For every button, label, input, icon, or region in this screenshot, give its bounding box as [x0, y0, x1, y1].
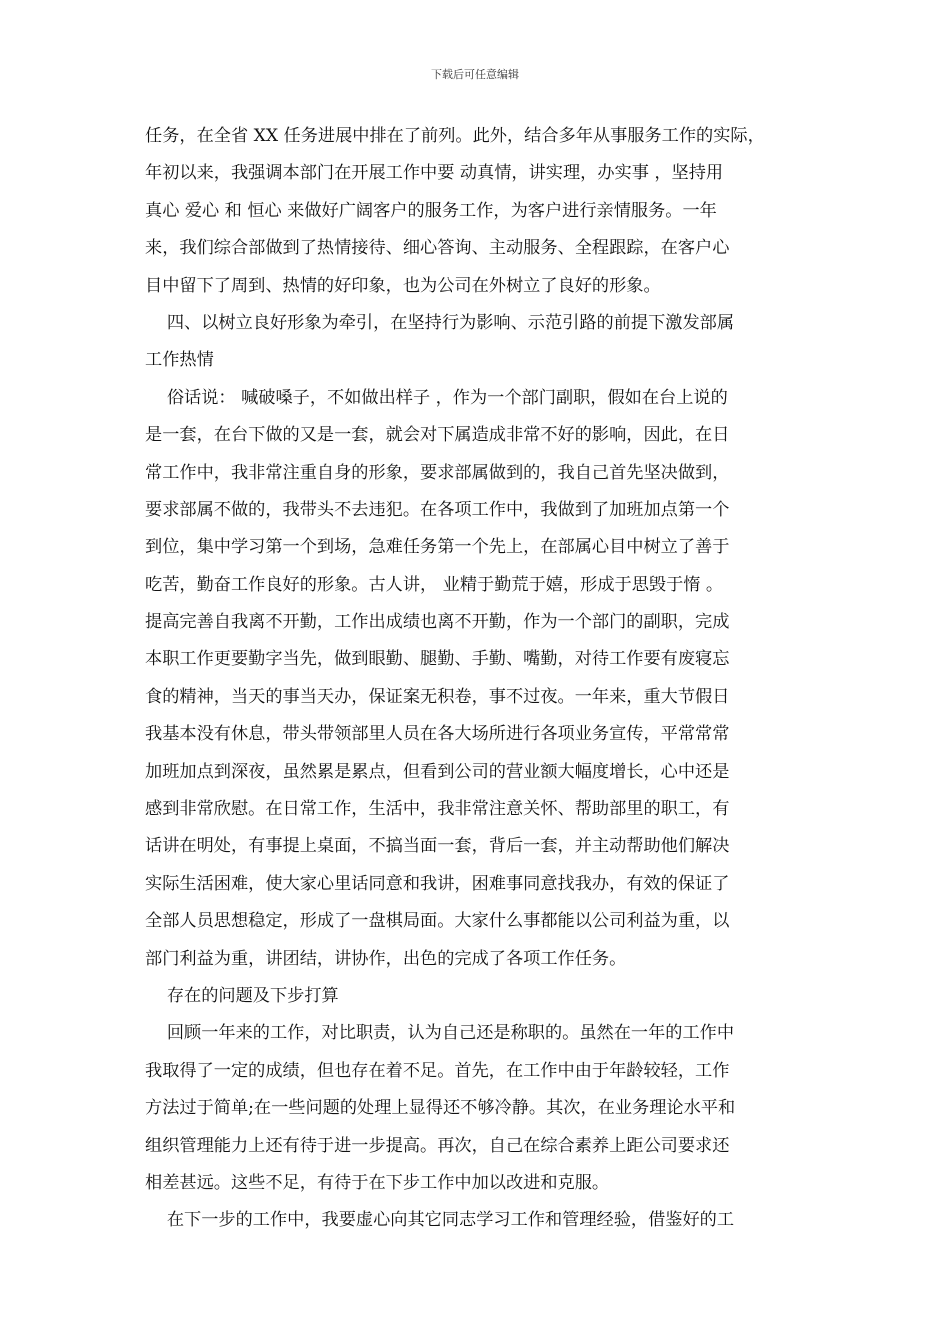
text-line: 本职工作更要勤字当先，做到眼勤、腿勤、手勤、嘴勤，对待工作要有废寝忘 [145, 649, 730, 670]
text-line: 我取得了一定的成绩，但也存在着不足。首先，在工作中由于年龄较轻，工作 [145, 1060, 730, 1081]
text-line: 在下一步的工作中，我要虚心向其它同志学习工作和管理经验，借鉴好的工 [145, 1210, 735, 1231]
page-header: 下载后可任意编辑 [431, 68, 519, 81]
text-line: 吃苦，勤奋工作良好的形象。古人讲， 业精于勤荒于嬉，形成于思毁于惰 。 [145, 574, 724, 595]
text-line: 部门利益为重，讲团结，讲协作，出色的完成了各项工作任务。 [145, 948, 627, 969]
document-body [145, 118, 813, 1240]
text-line: 年初以来，我强调本部门在开展工作中要 动真情，讲实理，办实事 ，坚持用 [145, 163, 724, 184]
text-line: 加班加点到深夜，虽然累是累点，但看到公司的营业额大幅度增长，心中还是 [145, 761, 730, 782]
text-line: 要求部属不做的，我带头不去违犯。在各项工作中，我做到了加班加点第一个 [145, 499, 730, 520]
text-line: 我基本没有休息，带头带领部里人员在各大场所进行各项业务宣传，平常常常 [145, 724, 730, 745]
text-line: 真心 爱心 和 恒心 来做好广阔客户的服务工作，为客户进行亲情服务。一年 [145, 200, 717, 221]
text-line: 话讲在明处，有事提上桌面，不搞当面一套，背后一套，并主动帮助他们解决 [145, 836, 730, 857]
text-line: 来，我们综合部做到了热情接待、细心答询、主动服务、全程跟踪，在客户心 [145, 238, 730, 259]
text-line: 到位，集中学习第一个到场，急难任务第一个先上，在部属心目中树立了善于 [145, 537, 730, 558]
text-line: 目中留下了周到、热情的好印象，也为公司在外树立了良好的形象。 [145, 275, 661, 296]
text-line: 任务，在全省 XX 任务进展中排在了前列。此外，结合多年从事服务工作的实际， [145, 126, 765, 146]
text-line: 相差甚远。这些不足，有待于在下步工作中加以改进和克服。 [145, 1172, 610, 1193]
text-line: 方法过于简单;在一些问题的处理上显得还不够冷静。其次，在业务理论水平和 [145, 1098, 736, 1119]
text-line: 实际生活困难，使大家心里话同意和我讲，困难事同意找我办，有效的保证了 [145, 873, 730, 894]
text-line: 回顾一年来的工作，对比职责，认为自己还是称职的。虽然在一年的工作中 [145, 1023, 735, 1044]
text-line: 组织管理能力上还有待于进一步提高。再次，自己在综合素养上距公司要求还 [145, 1135, 730, 1156]
text-line: 全部人员思想稳定，形成了一盘棋局面。大家什么事都能以公司利益为重，以 [145, 911, 730, 932]
section-heading-line: 工作热情 [145, 350, 214, 371]
text-line: 食的精神，当天的事当天办，保证案无积卷，事不过夜。一年来，重大节假日 [145, 686, 730, 707]
section-heading-line: 四、以树立良好形象为牵引，在坚持行为影响、示范引路的前提下激发部属 [145, 312, 735, 333]
text-line: 是一套，在台下做的又是一套，就会对下属造成非常不好的影响，因此，在日 [145, 425, 730, 446]
text-line: 俗话说： 喊破嗓子，不如做出样子 ，作为一个部门副职，假如在台上说的 [145, 387, 728, 408]
text-line: 常工作中，我非常注重自身的形象，要求部属做到的，我自己首先坚决做到， [145, 462, 730, 483]
text-line: 感到非常欣慰。在日常工作，生活中，我非常注意关怀、帮助部里的职工，有 [145, 799, 730, 820]
text-line: 提高完善自我离不开勤，工作出成绩也离不开勤，作为一个部门的副职，完成 [145, 612, 730, 633]
section-heading-line: 存在的问题及下步打算 [145, 985, 339, 1006]
